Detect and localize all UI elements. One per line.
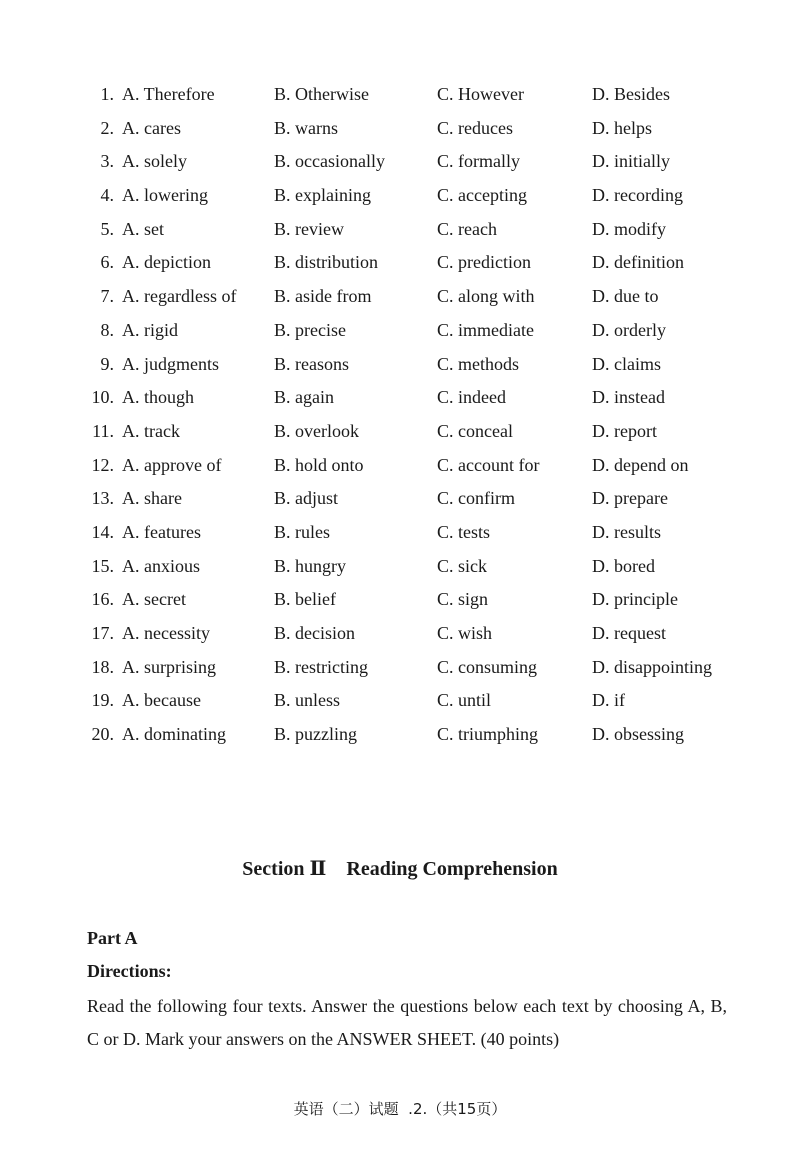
option-c: C. consuming (437, 656, 538, 677)
option-c: C. wish (437, 623, 493, 643)
question-row (0, 80, 800, 114)
question-row (0, 552, 800, 586)
question-row (0, 653, 800, 687)
option-a: A. dominating (122, 724, 226, 745)
option-d: D. due to (592, 286, 659, 307)
option-b: B. overlook (274, 420, 359, 441)
option-a: A. depiction (122, 252, 211, 273)
option-b: B. restricting (274, 656, 368, 677)
question-number: 12. (91, 454, 114, 475)
question-number: 10. (91, 387, 114, 408)
option-d: D. claims (592, 353, 661, 374)
option-c: C. reach (437, 218, 497, 239)
question-row (0, 215, 800, 249)
option-d: D. report (592, 420, 657, 441)
option-d: D. depend on (592, 454, 689, 475)
question-row (0, 686, 800, 720)
option-c: C. until (437, 690, 492, 711)
option-c: C. account for (437, 454, 540, 475)
option-a: A. set (122, 218, 164, 239)
question-number: 13. (91, 488, 114, 509)
question-row (0, 619, 800, 653)
question-number: 7. (100, 286, 114, 307)
option-a: A. solely (122, 151, 187, 172)
option-d: D. helps (592, 117, 652, 138)
option-d: D. request (592, 623, 666, 643)
option-b: B. warns (274, 117, 338, 138)
option-c: C. reduces (437, 117, 513, 138)
question-row (0, 316, 800, 350)
question-number: 15. (91, 555, 114, 576)
question-row (0, 451, 800, 485)
option-b: B. rules (274, 521, 330, 542)
option-b: B. explaining (274, 185, 371, 206)
option-a: A. lowering (122, 185, 208, 206)
question-number: 16. (91, 589, 114, 610)
question-number: 4. (100, 185, 114, 206)
question-row (0, 518, 800, 552)
option-d: D. bored (592, 555, 655, 576)
question-number: 5. (100, 218, 114, 239)
option-c: C. prediction (437, 252, 531, 273)
option-a: A. necessity (122, 623, 210, 643)
option-c: C. methods (437, 353, 520, 374)
option-b: B. decision (274, 623, 355, 643)
question-row (0, 484, 800, 518)
option-b: B. hungry (274, 555, 346, 576)
option-b: B. puzzling (274, 724, 357, 745)
option-d: D. prepare (592, 488, 668, 509)
option-c: C. along with (437, 286, 535, 307)
option-b: B. aside from (274, 286, 372, 307)
option-a: A. track (122, 420, 180, 441)
section-title: Section Ⅱ Reading Comprehension (242, 858, 558, 880)
option-b: B. belief (274, 589, 336, 610)
option-a: A. Therefore (122, 84, 215, 104)
option-c: C. accepting (437, 185, 527, 206)
question-number: 18. (91, 656, 114, 677)
option-a: A. share (122, 488, 182, 509)
option-d: D. definition (592, 252, 684, 273)
question-row (0, 114, 800, 148)
option-c: C. sick (437, 555, 488, 576)
option-a: A. surprising (122, 656, 216, 677)
option-d: D. disappointing (592, 656, 712, 677)
question-number: 9. (100, 353, 114, 374)
option-a: A. because (122, 690, 201, 711)
question-number: 3. (100, 151, 114, 172)
option-b: B. review (274, 218, 344, 239)
option-d: D. orderly (592, 319, 666, 340)
option-c: C. confirm (437, 488, 515, 509)
question-row (0, 350, 800, 384)
option-d: D. recording (592, 185, 683, 206)
directions-heading: Directions: (87, 961, 172, 981)
option-c: C. triumphing (437, 724, 539, 745)
question-number: 6. (100, 252, 114, 273)
question-row (0, 720, 800, 754)
option-a: A. judgments (122, 353, 219, 374)
question-row (0, 181, 800, 215)
option-b: B. precise (274, 319, 346, 340)
option-b: B. reasons (274, 353, 349, 374)
question-number: 2. (100, 117, 114, 138)
option-b: B. occasionally (274, 151, 385, 172)
question-number: 1. (100, 84, 114, 104)
question-number: 14. (91, 521, 114, 542)
option-a: A. though (122, 387, 194, 408)
question-row (0, 282, 800, 316)
option-d: D. modify (592, 218, 666, 239)
option-a: A. rigid (122, 319, 178, 340)
option-c: C. However (437, 84, 524, 104)
question-row (0, 383, 800, 417)
question-number: 17. (91, 623, 114, 643)
option-a: A. features (122, 521, 201, 542)
option-b: B. hold onto (274, 454, 364, 475)
question-number: 11. (92, 420, 114, 441)
question-row (0, 147, 800, 181)
option-a: A. approve of (122, 454, 222, 475)
option-d: D. if (592, 690, 625, 711)
question-number: 8. (100, 319, 114, 340)
option-d: D. principle (592, 589, 678, 610)
option-b: B. distribution (274, 252, 379, 273)
page-footer: 英语（二）试题 .2.（共15页） (293, 1100, 507, 1118)
option-a: A. anxious (122, 555, 200, 576)
option-b: B. Otherwise (274, 84, 369, 104)
option-c: C. tests (437, 521, 491, 542)
option-d: D. results (592, 521, 661, 542)
part-heading: Part A (87, 928, 138, 948)
option-a: A. regardless of (122, 286, 237, 307)
option-c: C. conceal (437, 420, 513, 441)
option-c: C. sign (437, 589, 489, 610)
option-a: A. secret (122, 589, 186, 610)
option-d: D. obsessing (592, 724, 685, 745)
option-c: C. indeed (437, 387, 506, 408)
question-row (0, 248, 800, 282)
option-b: B. again (274, 387, 334, 408)
cloze-options-list (0, 80, 800, 754)
option-c: C. immediate (437, 319, 534, 340)
question-row (0, 585, 800, 619)
option-d: D. Besides (592, 84, 670, 104)
question-number: 20. (91, 724, 114, 745)
option-b: B. adjust (274, 488, 339, 509)
question-number: 19. (91, 690, 114, 711)
question-row (0, 417, 800, 451)
option-d: D. instead (592, 387, 665, 408)
directions-text: Read the following four texts. Answer the questions below each text by choosing A, B, C or D. Mark your answers on the ANSWER SHEET. (40 points) (87, 996, 727, 1049)
option-a: A. cares (122, 117, 181, 138)
option-b: B. unless (274, 690, 341, 711)
option-d: D. initially (592, 151, 670, 172)
option-c: C. formally (437, 151, 520, 172)
